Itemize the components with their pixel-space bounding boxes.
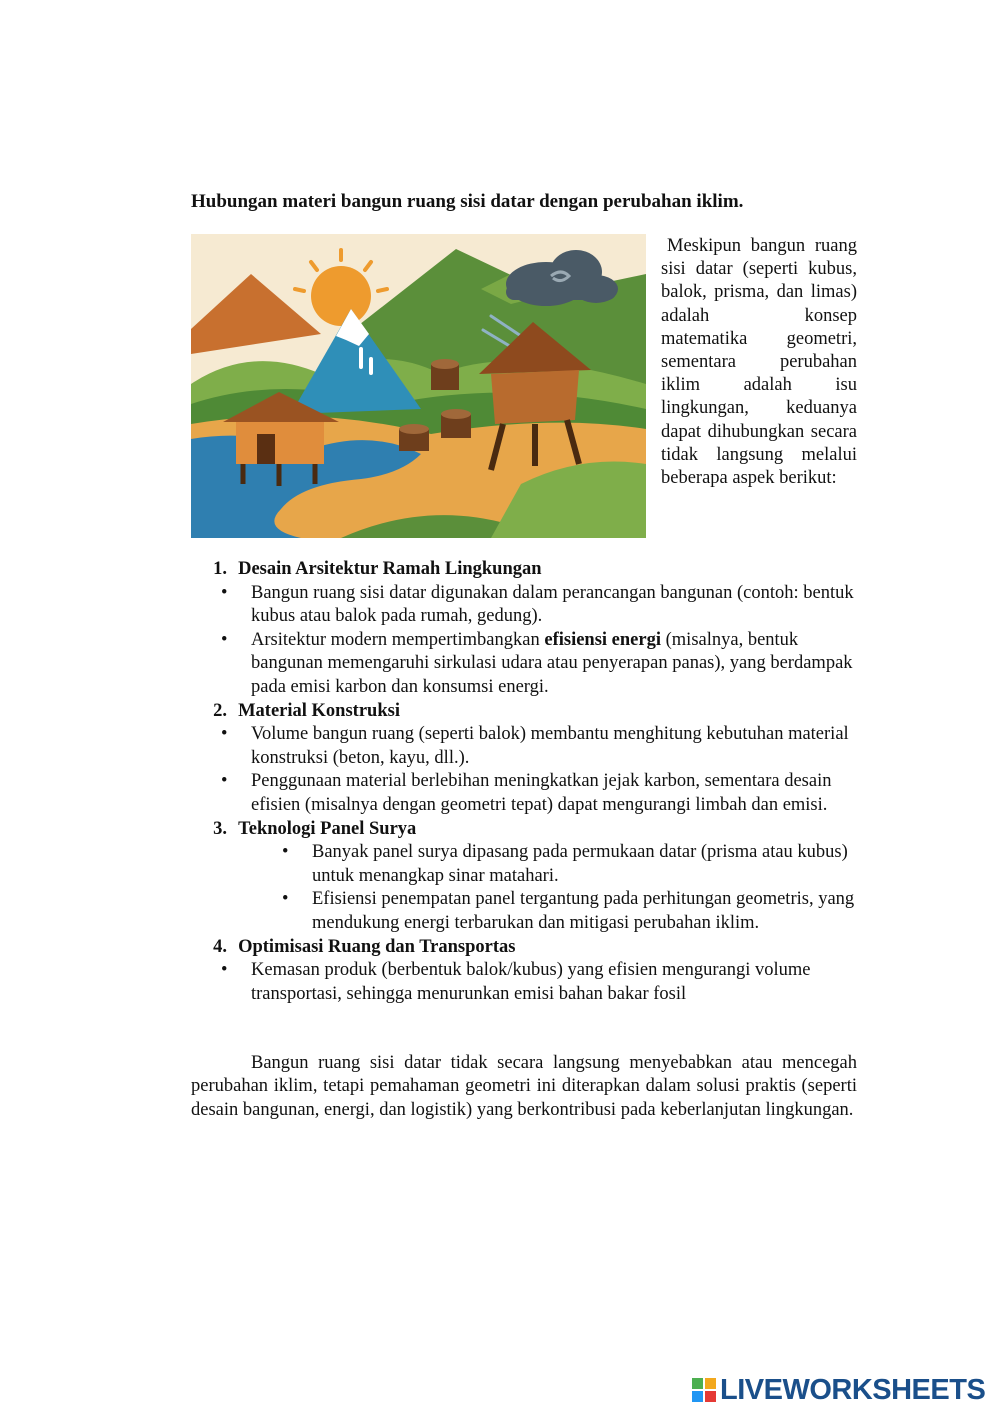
bullet-item: • Banyak panel surya dipasang pada permukaan datar (prisma atau kubus) untuk menangkap sinar matahari. (191, 841, 863, 888)
bullet-item: • Kemasan produk (berbentuk balok/kubus) yang efisien mengurangi volume transportasi, sehingga menurunkan emisi bahan bakar fosil (191, 959, 857, 1006)
section-1 (191, 558, 871, 700)
intro-paragraph: Meskipun bangun ruang sisi datar (seperti kubus, balok, prisma, dan limas) adalah konsep matematika geometri, sementara perubahan iklim adalah isu lingkungan, keduanya dapat dihubungkan secara tidak langsung melalui beberapa aspek berikut: (661, 236, 857, 489)
section-4 (191, 936, 871, 1007)
section-heading: Material Konstruksi (238, 700, 400, 721)
section-number: 2. (213, 700, 227, 721)
liveworksheets-logo-icon (692, 1378, 716, 1402)
section-3 (191, 818, 871, 936)
sections-list (191, 558, 871, 1006)
section-number: 4. (213, 936, 227, 957)
section-heading: Optimisasi Ruang dan Transportas (238, 936, 516, 957)
section-2 (191, 700, 871, 818)
page-title: Hubungan materi bangun ruang sisi datar dengan perubahan iklim. (191, 191, 744, 212)
liveworksheets-logo[interactable] (692, 1376, 985, 1404)
bullet-bold-text: efisiensi energi (544, 629, 661, 650)
conclusion-paragraph: Bangun ruang sisi datar tidak secara langsung menyebabkan atau mencegah perubahan iklim, tetapi pemahaman geometri ini diterapkan dalam solusi praktis (seperti desain bangunan, energi, dan logistik) yang berkontribusi pada keberlanjutan lingkungan. (191, 1053, 857, 1120)
bullet-item (191, 629, 857, 700)
section-heading: Desain Arsitektur Ramah Lingkungan (238, 559, 542, 579)
section-number: 1. (213, 559, 227, 579)
climate-illustration (191, 234, 646, 538)
bullet-text: Arsitektur modern mempertimbangkan (251, 629, 545, 650)
bullet-item: • Efisiensi penempatan panel tergantung pada perhitungan geometris, yang mendukung energi terbarukan dan mitigasi perubahan iklim. (191, 888, 863, 935)
brand-name: LIVEWORKSHEETS (720, 1374, 986, 1406)
bullet-item: • Volume bangun ruang (seperti balok) membantu menghitung kebutuhan material konstruksi (beton, kayu, dll.). (191, 723, 857, 770)
section-heading: Teknologi Panel Surya (238, 818, 417, 839)
section-number: 3. (213, 818, 227, 839)
bullet-text: (misalnya, bentuk bangunan memengaruhi sirkulasi udara atau penyerapan panas), yang berdampak pada emisi karbon dan konsumsi energi. (251, 629, 853, 697)
bullet-item: • Penggunaan material berlebihan meningkatkan jejak karbon, sementara desain efisien (misalnya dengan geometri tepat) dapat mengurangi limbah dan emisi. (191, 770, 857, 817)
bullet-item: • Bangun ruang sisi datar digunakan dalam perancangan bangunan (contoh: bentuk kubus atau balok pada rumah, gedung). (191, 582, 857, 629)
